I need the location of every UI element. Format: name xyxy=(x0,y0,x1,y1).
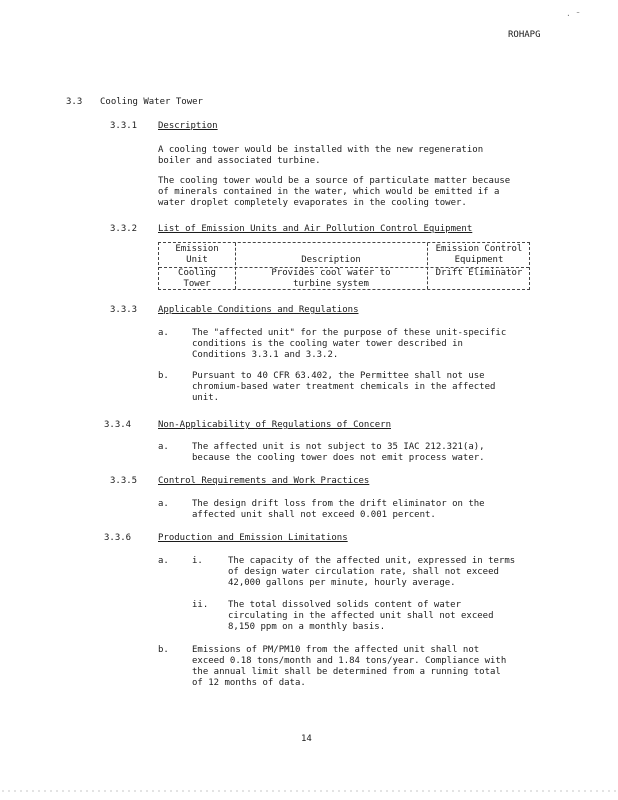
text-line: The "affected unit" for the purpose of these unit-specific xyxy=(192,328,507,338)
text-line: because the cooling tower does not emit process water. xyxy=(192,453,485,463)
description-paragraph-1 xyxy=(158,145,483,167)
item-marker: a. xyxy=(158,499,169,509)
description-paragraph-2 xyxy=(158,176,510,209)
limitation-item-a-ii xyxy=(228,600,494,633)
non-applicability-item-a xyxy=(192,442,485,464)
subsection-number-3-3-1: 3.3.1 xyxy=(110,121,138,131)
text-line: affected unit shall not exceed 0.001 percent. xyxy=(192,510,436,520)
item-marker: b. xyxy=(158,371,169,381)
text-line: conditions is the cooling water tower described in xyxy=(192,339,463,349)
text-line: Pursuant to 40 CFR 63.402, the Permittee shall not use xyxy=(192,371,485,381)
section-number: 3.3 xyxy=(66,97,83,107)
subsection-number-3-3-5: 3.3.5 xyxy=(110,476,138,486)
table-cell-unit: Cooling Tower xyxy=(178,268,216,289)
text-line: The total dissolved solids content of water xyxy=(228,600,461,610)
text-line: boiler and associated turbine. xyxy=(158,156,321,166)
text-line: Conditions 3.3.1 and 3.3.2. xyxy=(192,350,339,360)
emission-units-table xyxy=(158,242,530,290)
text-line: The affected unit is not subject to 35 IAC 212.321(a), xyxy=(192,442,485,452)
table-header-control-equipment: Emission Control Equipment xyxy=(435,244,523,265)
table-cell-description: Provides cool water to turbine system xyxy=(271,268,391,289)
text-line: the annual limit shall be determined from a running total xyxy=(192,667,501,677)
page-number: 14 xyxy=(301,734,312,744)
text-line: unit. xyxy=(192,393,220,403)
text-line: of minerals contained in the water, which would be emitted if a xyxy=(158,187,500,197)
text-line: of design water circulation rate, shall not exceed xyxy=(228,567,499,577)
text-line: Emissions of PM/PM10 from the affected unit shall not xyxy=(192,645,480,655)
subsection-heading-control-requirements: Control Requirements and Work Practices xyxy=(158,476,370,486)
text-line: A cooling tower would be installed with the new regeneration xyxy=(158,145,484,155)
subsection-number-3-3-6: 3.3.6 xyxy=(104,533,132,543)
text-line: exceed 0.18 tons/month and 1.84 tons/year. Compliance with xyxy=(192,656,507,666)
subsection-number-3-3-2: 3.3.2 xyxy=(110,224,138,234)
item-marker: ii. xyxy=(192,600,209,610)
text-line: of 12 months of data. xyxy=(192,678,306,688)
subsection-number-3-3-4: 3.3.4 xyxy=(104,420,132,430)
item-marker: a. xyxy=(158,442,169,452)
text-line: The capacity of the affected unit, expressed in terms xyxy=(228,556,516,566)
text-line: chromium-based water treatment chemicals in the affected xyxy=(192,382,496,392)
condition-item-a xyxy=(192,328,506,361)
table-header-emission-unit: Emission Unit xyxy=(175,244,219,265)
subsection-heading-applicable-conditions: Applicable Conditions and Regulations xyxy=(158,305,359,315)
text-line: 42,000 gallons per minute, hourly average. xyxy=(228,578,456,588)
text-line: circulating in the affected unit shall not exceed xyxy=(228,611,494,621)
item-marker: i. xyxy=(192,556,203,566)
item-marker: b. xyxy=(158,645,169,655)
table-header-description: Description xyxy=(301,255,361,265)
item-marker: a. xyxy=(158,556,169,566)
document-code: ROHAPG xyxy=(508,30,541,40)
scan-edge-dots xyxy=(0,790,618,792)
condition-item-b xyxy=(192,371,495,404)
text-line: The design drift loss from the drift eliminator on the xyxy=(192,499,485,509)
control-requirements-item-a xyxy=(192,499,485,521)
corner-mark: · ̃ xyxy=(566,11,576,20)
subsection-heading-emission-units: List of Emission Units and Air Pollution Control Equipment xyxy=(158,224,473,234)
subsection-number-3-3-3: 3.3.3 xyxy=(110,305,138,315)
limitation-item-b xyxy=(192,645,506,689)
subsection-heading-description: Description xyxy=(158,121,218,131)
subsection-heading-non-applicability: Non-Applicability of Regulations of Concern xyxy=(158,420,391,430)
text-line: 8,150 ppm on a monthly basis. xyxy=(228,622,386,632)
text-line: water droplet completely evaporates in the cooling tower. xyxy=(158,198,467,208)
section-title: Cooling Water Tower xyxy=(100,97,203,107)
table-cell-control-equipment: Drift Eliminator xyxy=(435,268,523,278)
limitation-item-a-i xyxy=(228,556,515,589)
subsection-heading-production-limitations: Production and Emission Limitations xyxy=(158,533,348,543)
text-line: The cooling tower would be a source of particulate matter because xyxy=(158,176,511,186)
item-marker: a. xyxy=(158,328,169,338)
